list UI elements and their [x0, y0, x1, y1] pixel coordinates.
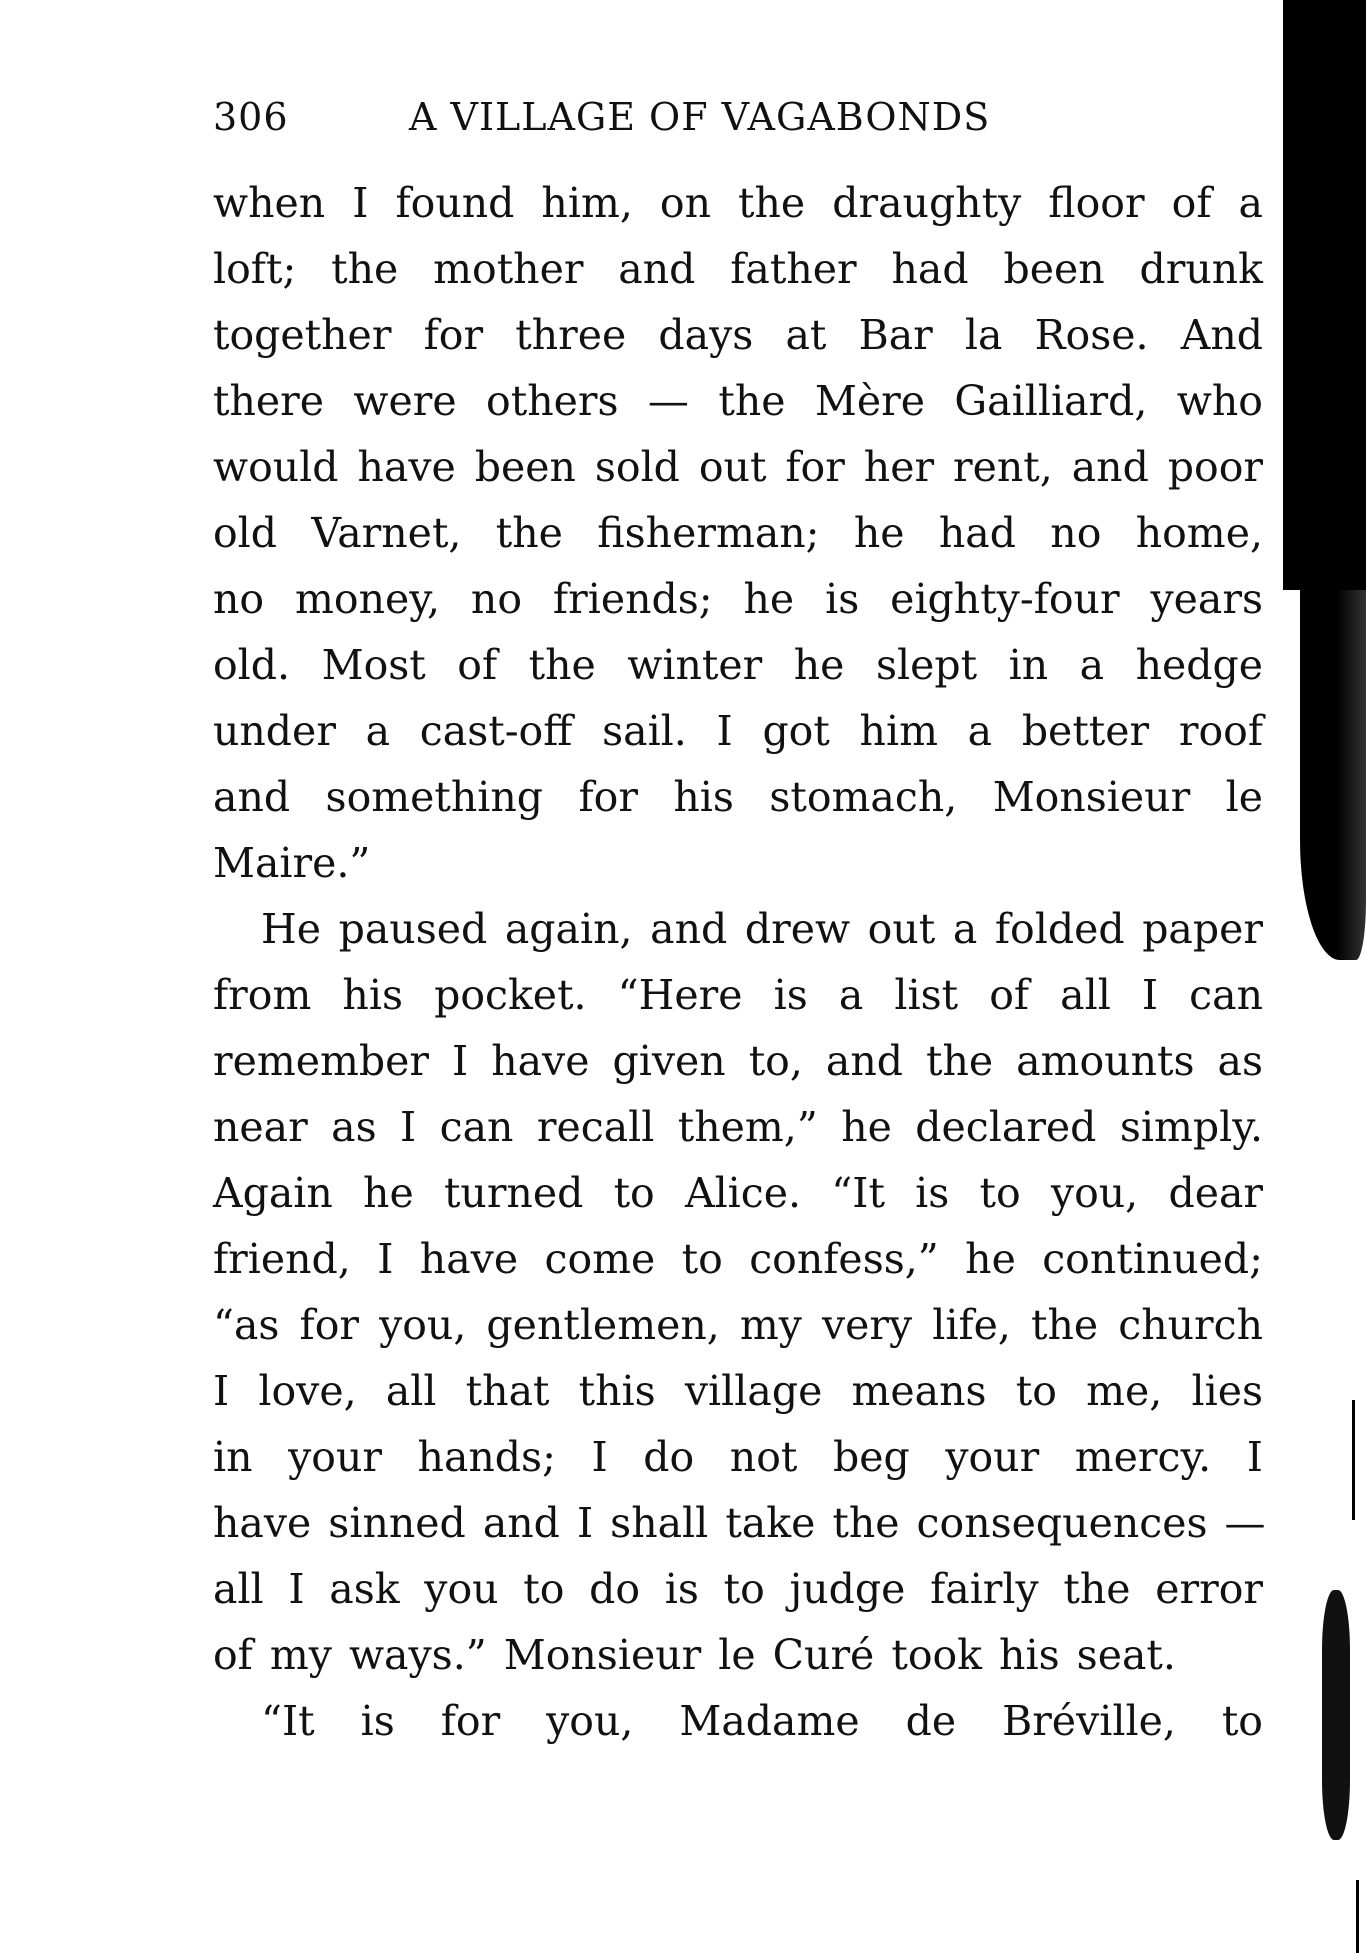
body-text	[213, 170, 1266, 1754]
scan-edge-mark	[1322, 1590, 1350, 1840]
text-line: Again he turned to Alice. “It is to you, dear	[213, 1169, 1263, 1217]
running-head: A VILLAGE OF VAGABONDS	[409, 95, 991, 139]
text-line: old Varnet, the fisherman; he had no home,	[213, 509, 1263, 557]
text-line: of my ways.” Monsieur le Curé took his seat.	[213, 1631, 1176, 1679]
paragraph-start-line: He paused again, and drew out a folded paper	[261, 905, 1263, 953]
text-line: together for three days at Bar la Rose. And	[213, 311, 1263, 359]
text-line: have sinned and I shall take the consequences —	[213, 1499, 1266, 1547]
scan-edge-shadow	[1283, 0, 1366, 590]
text-line: old. Most of the winter he slept in a hedge	[213, 641, 1263, 689]
text-line: loft; the mother and father had been drunk	[213, 245, 1263, 293]
text-line: would have been sold out for her rent, and poor	[213, 443, 1263, 491]
text-line: I love, all that this village means to me, lies	[213, 1367, 1263, 1415]
scan-edge-line	[1352, 1400, 1355, 1520]
text-line: from his pocket. “Here is a list of all I can	[213, 971, 1263, 1019]
text-line: under a cast-off sail. I got him a better roof	[213, 707, 1263, 755]
page-header	[213, 95, 1275, 145]
text-line: there were others — the Mère Gailliard, who	[213, 377, 1263, 425]
text-line: and something for his stomach, Monsieur le	[213, 773, 1263, 821]
scan-edge-shadow-lower	[1300, 590, 1366, 960]
text-line: near as I can recall them,” he declared simply.	[213, 1103, 1263, 1151]
text-line: remember I have given to, and the amounts as	[213, 1037, 1263, 1085]
scan-edge-line	[1356, 1880, 1359, 1953]
text-line: when I found him, on the draughty floor of a	[213, 179, 1263, 227]
page-number: 306	[213, 95, 289, 139]
text-line: “as for you, gentlemen, my very life, the church	[213, 1301, 1263, 1349]
text-line: Maire.”	[213, 839, 371, 887]
paragraph-start-line: “It is for you, Madame de Bréville, to	[261, 1697, 1263, 1745]
text-line: all I ask you to do is to judge fairly the error	[213, 1565, 1263, 1613]
text-line: in your hands; I do not beg your mercy. I	[213, 1433, 1263, 1481]
text-line: friend, I have come to confess,” he continued;	[213, 1235, 1263, 1283]
text-line: no money, no friends; he is eighty-four years	[213, 575, 1263, 623]
